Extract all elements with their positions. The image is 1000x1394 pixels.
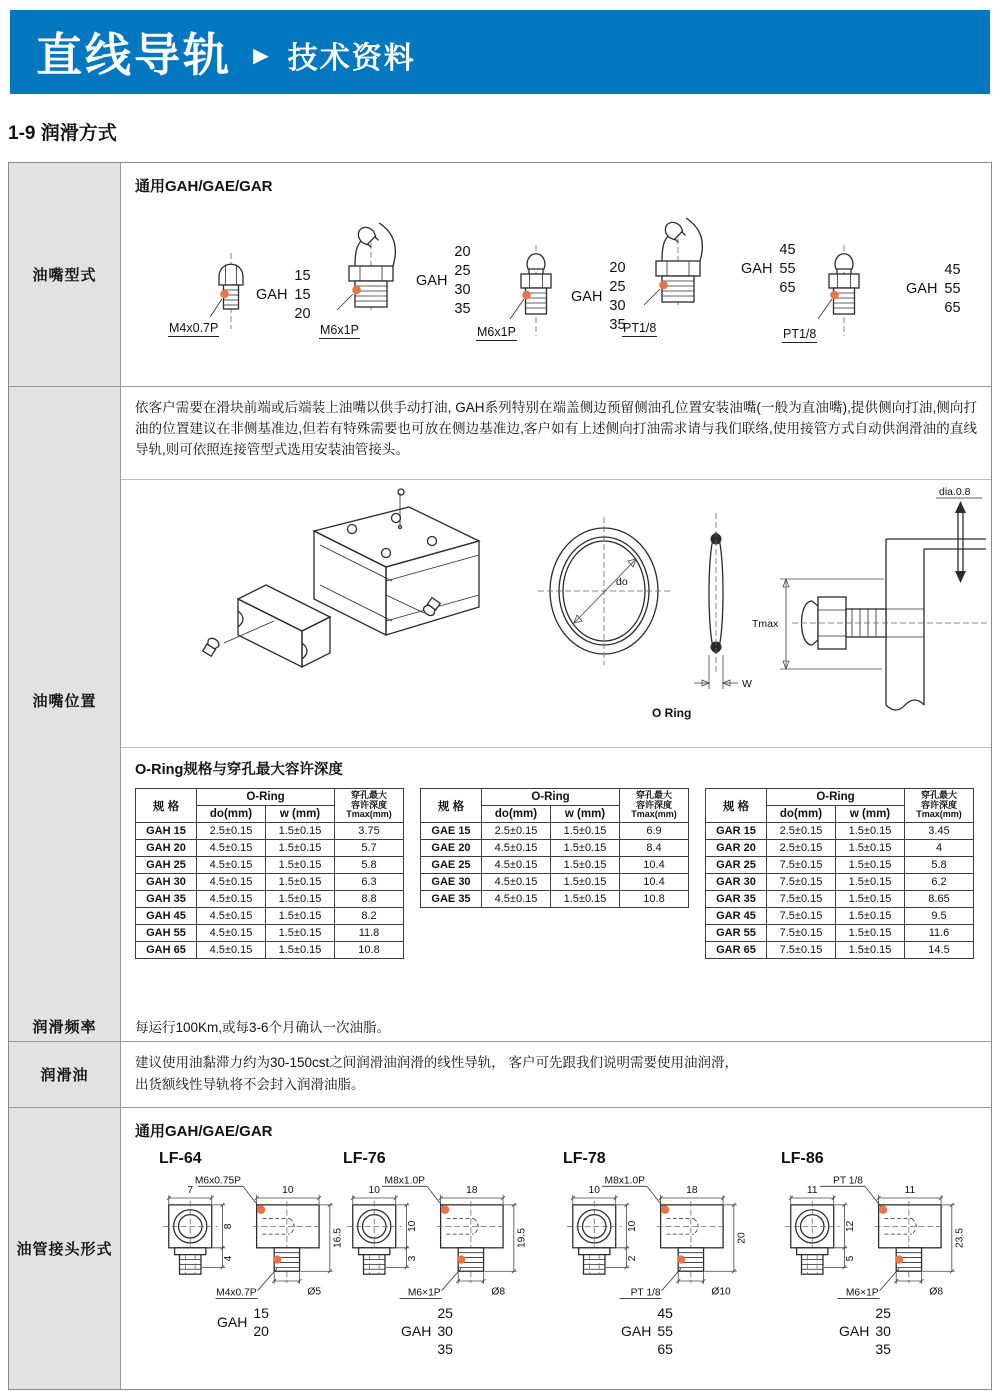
oring-table-row — [421, 857, 689, 874]
spec-header: 规 格 — [136, 789, 197, 823]
straight-small-fitting-diagram — [206, 251, 256, 331]
size: 55 — [779, 260, 796, 277]
size: 25 — [437, 1305, 453, 1321]
row-label-frequency: 润滑频率 — [9, 1011, 121, 1041]
row-oil — [9, 1042, 991, 1108]
size: 20 — [253, 1323, 269, 1340]
connector-lf78 — [563, 1150, 768, 1359]
connector-name: LF-78 — [563, 1150, 606, 1167]
oring-front-view — [538, 517, 670, 665]
series-name: GAH — [416, 272, 448, 289]
tmax-header — [620, 789, 689, 823]
value-cell: 5.8 — [335, 857, 404, 874]
connector-name: LF-76 — [343, 1150, 386, 1167]
oring-table-row — [421, 840, 689, 857]
oil-text-line1: 建议使用油黏滞力约为30-150cst之间润滑油润滑的线性导轨， 客户可先跟我们说明需要使用油润滑， — [135, 1055, 739, 1070]
straight-fitting-diagram — [506, 243, 566, 338]
do-header: do(mm) — [767, 806, 836, 823]
connector-lf64 — [159, 1150, 364, 1340]
value-cell: 5.7 — [335, 840, 404, 857]
tmax-header-line1: 穿孔最大 — [350, 789, 387, 800]
total-height-dim: 19.5 — [516, 1228, 528, 1249]
value-cell: 10.8 — [335, 942, 404, 959]
frequency-text: 每运行100Km,或每3-6个月确认一次油脂。 — [135, 1020, 391, 1035]
banner-subtitle: 技术资料 — [287, 42, 416, 75]
grease-fitting-4 — [608, 193, 808, 368]
size: 25 — [609, 278, 626, 295]
value-cell: 4.5±0.15 — [197, 840, 266, 857]
thread-spec-label: M6x1P — [320, 323, 359, 337]
spec-cell: GAH 35 — [136, 891, 197, 908]
spec-cell: GAR 45 — [706, 908, 767, 925]
size: 15 — [294, 268, 311, 284]
grease-fitting-2 — [301, 198, 501, 368]
value-cell: 1.5±0.15 — [266, 908, 335, 925]
angled-fitting-diagram — [319, 208, 424, 313]
oring-table-row — [706, 874, 974, 891]
height1-dim: 10 — [627, 1220, 639, 1233]
value-cell: 11.8 — [335, 925, 404, 942]
top-thread-label: M8x1.0P — [384, 1175, 425, 1187]
value-cell: 7.5±0.15 — [767, 925, 836, 942]
oring-header: O-Ring — [197, 789, 335, 806]
size: 65 — [779, 279, 796, 296]
height2-dim: 3 — [407, 1255, 419, 1262]
common-series-label: 通用GAH/GAE/GAR — [135, 1123, 273, 1140]
oring-table-row — [136, 891, 404, 908]
series-name: GAH — [571, 288, 603, 305]
value-cell: 1.5±0.15 — [836, 874, 905, 891]
spec-cell: GAE 35 — [421, 891, 482, 908]
value-cell: 6.2 — [905, 874, 974, 891]
thread-spec-label: M6x1P — [477, 325, 516, 339]
angled-fitting-diagram — [626, 203, 731, 308]
value-cell: 8.4 — [620, 840, 689, 857]
oring-table-row — [136, 908, 404, 925]
height1-dim: 10 — [407, 1220, 419, 1233]
height2-dim: 4 — [223, 1255, 235, 1262]
front-width-dim: 10 — [588, 1185, 600, 1197]
stub-dia-dim: Ø5 — [307, 1286, 322, 1298]
oring-table-row — [421, 823, 689, 840]
spec-cell: GAR 25 — [706, 857, 767, 874]
value-cell: 5.8 — [905, 857, 974, 874]
size: 30 — [875, 1323, 891, 1340]
fitting-series-label — [906, 261, 961, 318]
tmax-header-line3: Tmax(mm) — [916, 809, 962, 820]
row-pipe-joint — [9, 1108, 991, 1389]
row-label-pipe-joint: 油管接头形式 — [9, 1108, 121, 1389]
height1-dim: 12 — [845, 1220, 857, 1233]
height2-dim: 5 — [845, 1255, 857, 1262]
side-width-dim: 18 — [686, 1185, 698, 1197]
frequency-content — [121, 1011, 991, 1041]
thread-spec-label: PT1/8 — [623, 321, 657, 335]
connector-name: LF-86 — [781, 1150, 824, 1167]
value-cell: 1.5±0.15 — [836, 857, 905, 874]
value-cell: 4.5±0.15 — [197, 942, 266, 959]
size: 55 — [944, 280, 961, 297]
size: 15 — [294, 286, 311, 303]
banner-title: 直线导轨 — [36, 29, 232, 81]
size: 45 — [657, 1305, 673, 1321]
value-cell: 1.5±0.15 — [836, 925, 905, 942]
size: 20 — [454, 244, 471, 260]
value-cell: 1.5±0.15 — [266, 891, 335, 908]
value-cell: 2.5±0.15 — [482, 823, 551, 840]
nozzle-type-content — [121, 163, 991, 386]
value-cell: 4.5±0.15 — [197, 874, 266, 891]
connector-series-label — [217, 1304, 364, 1340]
w-header: w (mm) — [551, 806, 620, 823]
row-frequency — [9, 1011, 991, 1042]
series-name: GAH — [839, 1323, 870, 1340]
oring-table-row — [421, 891, 689, 908]
spec-cell: GAE 25 — [421, 857, 482, 874]
spec-cell: GAH 25 — [136, 857, 197, 874]
size: 35 — [454, 300, 471, 317]
side-width-dim: 11 — [904, 1185, 916, 1197]
oring-side-view — [694, 513, 752, 690]
fitting-series-label — [416, 243, 471, 318]
oring-table-row — [136, 823, 404, 840]
oring-table-row — [706, 840, 974, 857]
series-sizes — [253, 1304, 269, 1340]
cross-section-view — [752, 486, 990, 710]
oring-table-gar — [705, 788, 974, 959]
size: 20 — [609, 260, 626, 276]
connector-name: LF-64 — [159, 1150, 202, 1167]
tmax-header-line3: Tmax(mm) — [346, 809, 392, 820]
series-name: GAH — [621, 1323, 652, 1340]
oring-tables-title: O-Ring规格与穿孔最大容许深度 — [135, 762, 343, 778]
oring-table-row — [136, 840, 404, 857]
value-cell: 4.5±0.15 — [197, 891, 266, 908]
oring-table-row — [706, 823, 974, 840]
size: 65 — [944, 299, 961, 316]
value-cell: 4.5±0.15 — [197, 857, 266, 874]
pipe-joint-content — [121, 1108, 991, 1389]
bottom-thread-label: M6×1P — [845, 1287, 879, 1299]
size: 20 — [294, 305, 311, 322]
value-cell: 6.9 — [620, 823, 689, 840]
grease-fitting-5 — [783, 233, 966, 383]
spec-cell: GAH 30 — [136, 874, 197, 891]
stub-dia-dim: Ø8 — [491, 1286, 506, 1298]
value-cell: 10.4 — [620, 857, 689, 874]
row-nozzle-position — [9, 387, 991, 1011]
tmax-header-line3: Tmax(mm) — [631, 809, 677, 820]
oil-content — [121, 1042, 991, 1107]
value-cell: 11.6 — [905, 925, 974, 942]
lubrication-table — [8, 162, 992, 1390]
stub-dia-dim: Ø10 — [711, 1286, 731, 1298]
series-name: GAH — [741, 261, 773, 278]
value-cell: 14.5 — [905, 942, 974, 959]
size: 65 — [657, 1341, 673, 1358]
value-cell: 7.5±0.15 — [767, 874, 836, 891]
series-name: GAH — [256, 287, 288, 304]
spec-cell: GAH 55 — [136, 925, 197, 942]
nozzle-position-diagrams — [121, 483, 991, 748]
spec-cell: GAR 15 — [706, 823, 767, 840]
value-cell: 4.5±0.15 — [482, 874, 551, 891]
value-cell: 3.45 — [905, 823, 974, 840]
value-cell: 1.5±0.15 — [836, 891, 905, 908]
w-header: w (mm) — [266, 806, 335, 823]
thread-spec-label: PT1/8 — [783, 327, 817, 341]
row-label-nozzle-position: 油嘴位置 — [9, 387, 121, 1014]
size: 30 — [454, 281, 471, 298]
tmax-header-line2: 容许深度 — [635, 799, 672, 810]
oring-table-row — [706, 942, 974, 959]
common-series-label: 通用GAH/GAE/GAR — [135, 178, 273, 195]
front-width-dim: 11 — [806, 1185, 818, 1197]
spec-header: 规 格 — [706, 789, 767, 823]
spec-cell: GAH 20 — [136, 840, 197, 857]
value-cell: 1.5±0.15 — [836, 840, 905, 857]
size: 30 — [437, 1323, 453, 1340]
spec-header: 规 格 — [421, 789, 482, 823]
value-cell: 3.75 — [335, 823, 404, 840]
row-label-oil: 润滑油 — [9, 1042, 121, 1107]
straight-fitting-diagram — [814, 243, 874, 338]
value-cell: 8.65 — [905, 891, 974, 908]
isometric-guide-block — [202, 489, 479, 667]
spec-cell: GAR 35 — [706, 891, 767, 908]
w-label: W — [742, 678, 752, 690]
series-name: GAH — [217, 1314, 248, 1331]
spec-cell: GAE 15 — [421, 823, 482, 840]
value-cell: 7.5±0.15 — [767, 857, 836, 874]
row-label-nozzle-type: 油嘴型式 — [9, 163, 121, 386]
side-width-dim: 18 — [466, 1185, 478, 1197]
value-cell: 1.5±0.15 — [266, 823, 335, 840]
size: 55 — [657, 1323, 673, 1340]
value-cell: 4.5±0.15 — [482, 891, 551, 908]
bottom-thread-label: M4x0.7P — [216, 1287, 257, 1299]
size: 45 — [944, 262, 961, 278]
value-cell: 1.5±0.15 — [836, 823, 905, 840]
size: 30 — [609, 297, 626, 314]
value-cell: 1.5±0.15 — [551, 857, 620, 874]
oring-table-row — [706, 857, 974, 874]
spec-cell: GAR 65 — [706, 942, 767, 959]
value-cell: 10.4 — [620, 874, 689, 891]
value-cell: 4.5±0.15 — [482, 857, 551, 874]
tmax-header-line1: 穿孔最大 — [635, 789, 672, 800]
series-sizes — [944, 261, 960, 318]
spec-cell: GAR 30 — [706, 874, 767, 891]
value-cell: 1.5±0.15 — [551, 891, 620, 908]
series-sizes — [454, 243, 470, 318]
connector-diagram — [343, 1170, 548, 1310]
series-sizes — [657, 1304, 673, 1359]
top-thread-label: PT 1/8 — [832, 1175, 863, 1187]
nozzle-position-paragraph: 依客户需要在滑块前端或后端装上油嘴以供手动打油, GAH系列特别在端盖侧边预留侧油孔位置安装油嘴(一般为直油嘴),提供侧向打油,侧向打油的位置建议在非侧基准边,但若有特殊需要也可放在侧边基准边,客户如有上述侧向打油需求请与我们联络,使用接管方式自动供润滑油的直线导轨,则可依照连接管型式选用安装油管接头。 — [121, 387, 991, 480]
height2-dim: 2 — [627, 1255, 639, 1262]
thread-spec-label: M4x0.7P — [169, 321, 219, 335]
tmax-header — [905, 789, 974, 823]
total-height-dim: 20 — [736, 1232, 748, 1244]
value-cell: 1.5±0.15 — [836, 942, 905, 959]
oring-header: O-Ring — [482, 789, 620, 806]
oring-table-row — [136, 874, 404, 891]
size: 35 — [609, 316, 626, 333]
oring-header: O-Ring — [767, 789, 905, 806]
size: 45 — [779, 242, 796, 258]
value-cell: 10.8 — [620, 891, 689, 908]
size: 35 — [437, 1341, 453, 1358]
value-cell: 4.5±0.15 — [197, 908, 266, 925]
value-cell: 7.5±0.15 — [767, 891, 836, 908]
series-sizes — [437, 1304, 453, 1359]
size: 15 — [253, 1305, 269, 1321]
oil-text-line2: 出货额线性导轨将不会封入润滑油脂。 — [135, 1076, 365, 1092]
top-thread-label: M8x1.0P — [604, 1175, 645, 1187]
row-nozzle-type — [9, 163, 991, 387]
value-cell: 1.5±0.15 — [836, 908, 905, 925]
banner-arrow-icon: ► — [248, 39, 274, 70]
value-cell: 4.5±0.15 — [197, 925, 266, 942]
series-sizes — [875, 1304, 891, 1359]
oring-caption: O Ring — [652, 706, 692, 720]
spec-cell: GAH 65 — [136, 942, 197, 959]
do-header: do(mm) — [482, 806, 551, 823]
bottom-thread-label: M6×1P — [407, 1287, 441, 1299]
value-cell: 7.5±0.15 — [767, 908, 836, 925]
series-name: GAH — [906, 281, 938, 298]
connector-diagram — [781, 1170, 986, 1310]
top-thread-label: M6x0.75P — [194, 1175, 241, 1187]
value-cell: 8.2 — [335, 908, 404, 925]
value-cell: 7.5±0.15 — [767, 942, 836, 959]
front-width-dim: 7 — [187, 1185, 194, 1197]
connector-diagram — [159, 1170, 364, 1310]
value-cell: 4.5±0.15 — [482, 840, 551, 857]
oring-table-row — [421, 874, 689, 891]
connector-series-label — [401, 1304, 548, 1359]
side-width-dim: 10 — [282, 1185, 294, 1197]
oring-table-row — [136, 942, 404, 959]
page-banner — [10, 10, 990, 94]
oring-table-gah — [135, 788, 404, 959]
total-height-dim: 16.5 — [332, 1228, 344, 1249]
dia-label: dia.0.8 — [939, 486, 971, 498]
tmax-header — [335, 789, 404, 823]
value-cell: 6.3 — [335, 874, 404, 891]
value-cell: 1.5±0.15 — [266, 874, 335, 891]
bottom-thread-label: PT 1/8 — [630, 1287, 661, 1299]
tmax-header-line1: 穿孔最大 — [920, 789, 957, 800]
tmax-label: Tmax — [752, 618, 779, 630]
connector-lf86 — [781, 1150, 986, 1359]
w-header: w (mm) — [836, 806, 905, 823]
value-cell: 1.5±0.15 — [551, 823, 620, 840]
value-cell: 8.8 — [335, 891, 404, 908]
value-cell: 9.5 — [905, 908, 974, 925]
connector-series-label — [621, 1304, 768, 1359]
oring-tables-area — [121, 748, 991, 1014]
value-cell: 1.5±0.15 — [266, 840, 335, 857]
connector-diagram — [563, 1170, 768, 1310]
spec-cell: GAH 45 — [136, 908, 197, 925]
section-title: 1-9 润滑方式 — [8, 123, 117, 144]
tmax-header-line2: 容许深度 — [920, 799, 957, 810]
height1-dim: 8 — [223, 1223, 235, 1230]
value-cell: 1.5±0.15 — [266, 925, 335, 942]
size: 25 — [454, 262, 471, 279]
value-cell: 2.5±0.15 — [767, 823, 836, 840]
spec-cell: GAE 20 — [421, 840, 482, 857]
size: 25 — [875, 1305, 891, 1321]
value-cell: 2.5±0.15 — [767, 840, 836, 857]
oring-table-row — [706, 891, 974, 908]
size: 35 — [875, 1341, 891, 1358]
oring-table-row — [706, 925, 974, 942]
stub-dia-dim: Ø8 — [929, 1286, 944, 1298]
front-width-dim: 10 — [368, 1185, 380, 1197]
do-label: do — [616, 576, 628, 588]
connector-lf76 — [343, 1150, 548, 1359]
connector-series-label — [839, 1304, 986, 1359]
value-cell: 1.5±0.15 — [551, 840, 620, 857]
nozzle-position-content — [121, 387, 991, 1014]
value-cell: 2.5±0.15 — [197, 823, 266, 840]
oring-table-gae — [420, 788, 689, 908]
total-height-dim: 23.5 — [954, 1228, 966, 1249]
series-name: GAH — [401, 1323, 432, 1340]
spec-cell: GAR 20 — [706, 840, 767, 857]
do-header: do(mm) — [197, 806, 266, 823]
value-cell: 1.5±0.15 — [266, 857, 335, 874]
value-cell: 4 — [905, 840, 974, 857]
oring-table-row — [706, 908, 974, 925]
spec-cell: GAE 30 — [421, 874, 482, 891]
value-cell: 1.5±0.15 — [266, 942, 335, 959]
spec-cell: GAH 15 — [136, 823, 197, 840]
oring-installation-diagram — [124, 483, 990, 741]
value-cell: 1.5±0.15 — [551, 874, 620, 891]
spec-cell: GAR 55 — [706, 925, 767, 942]
oring-table-row — [136, 857, 404, 874]
oring-table-row — [136, 925, 404, 942]
tmax-header-line2: 容许深度 — [350, 799, 387, 810]
